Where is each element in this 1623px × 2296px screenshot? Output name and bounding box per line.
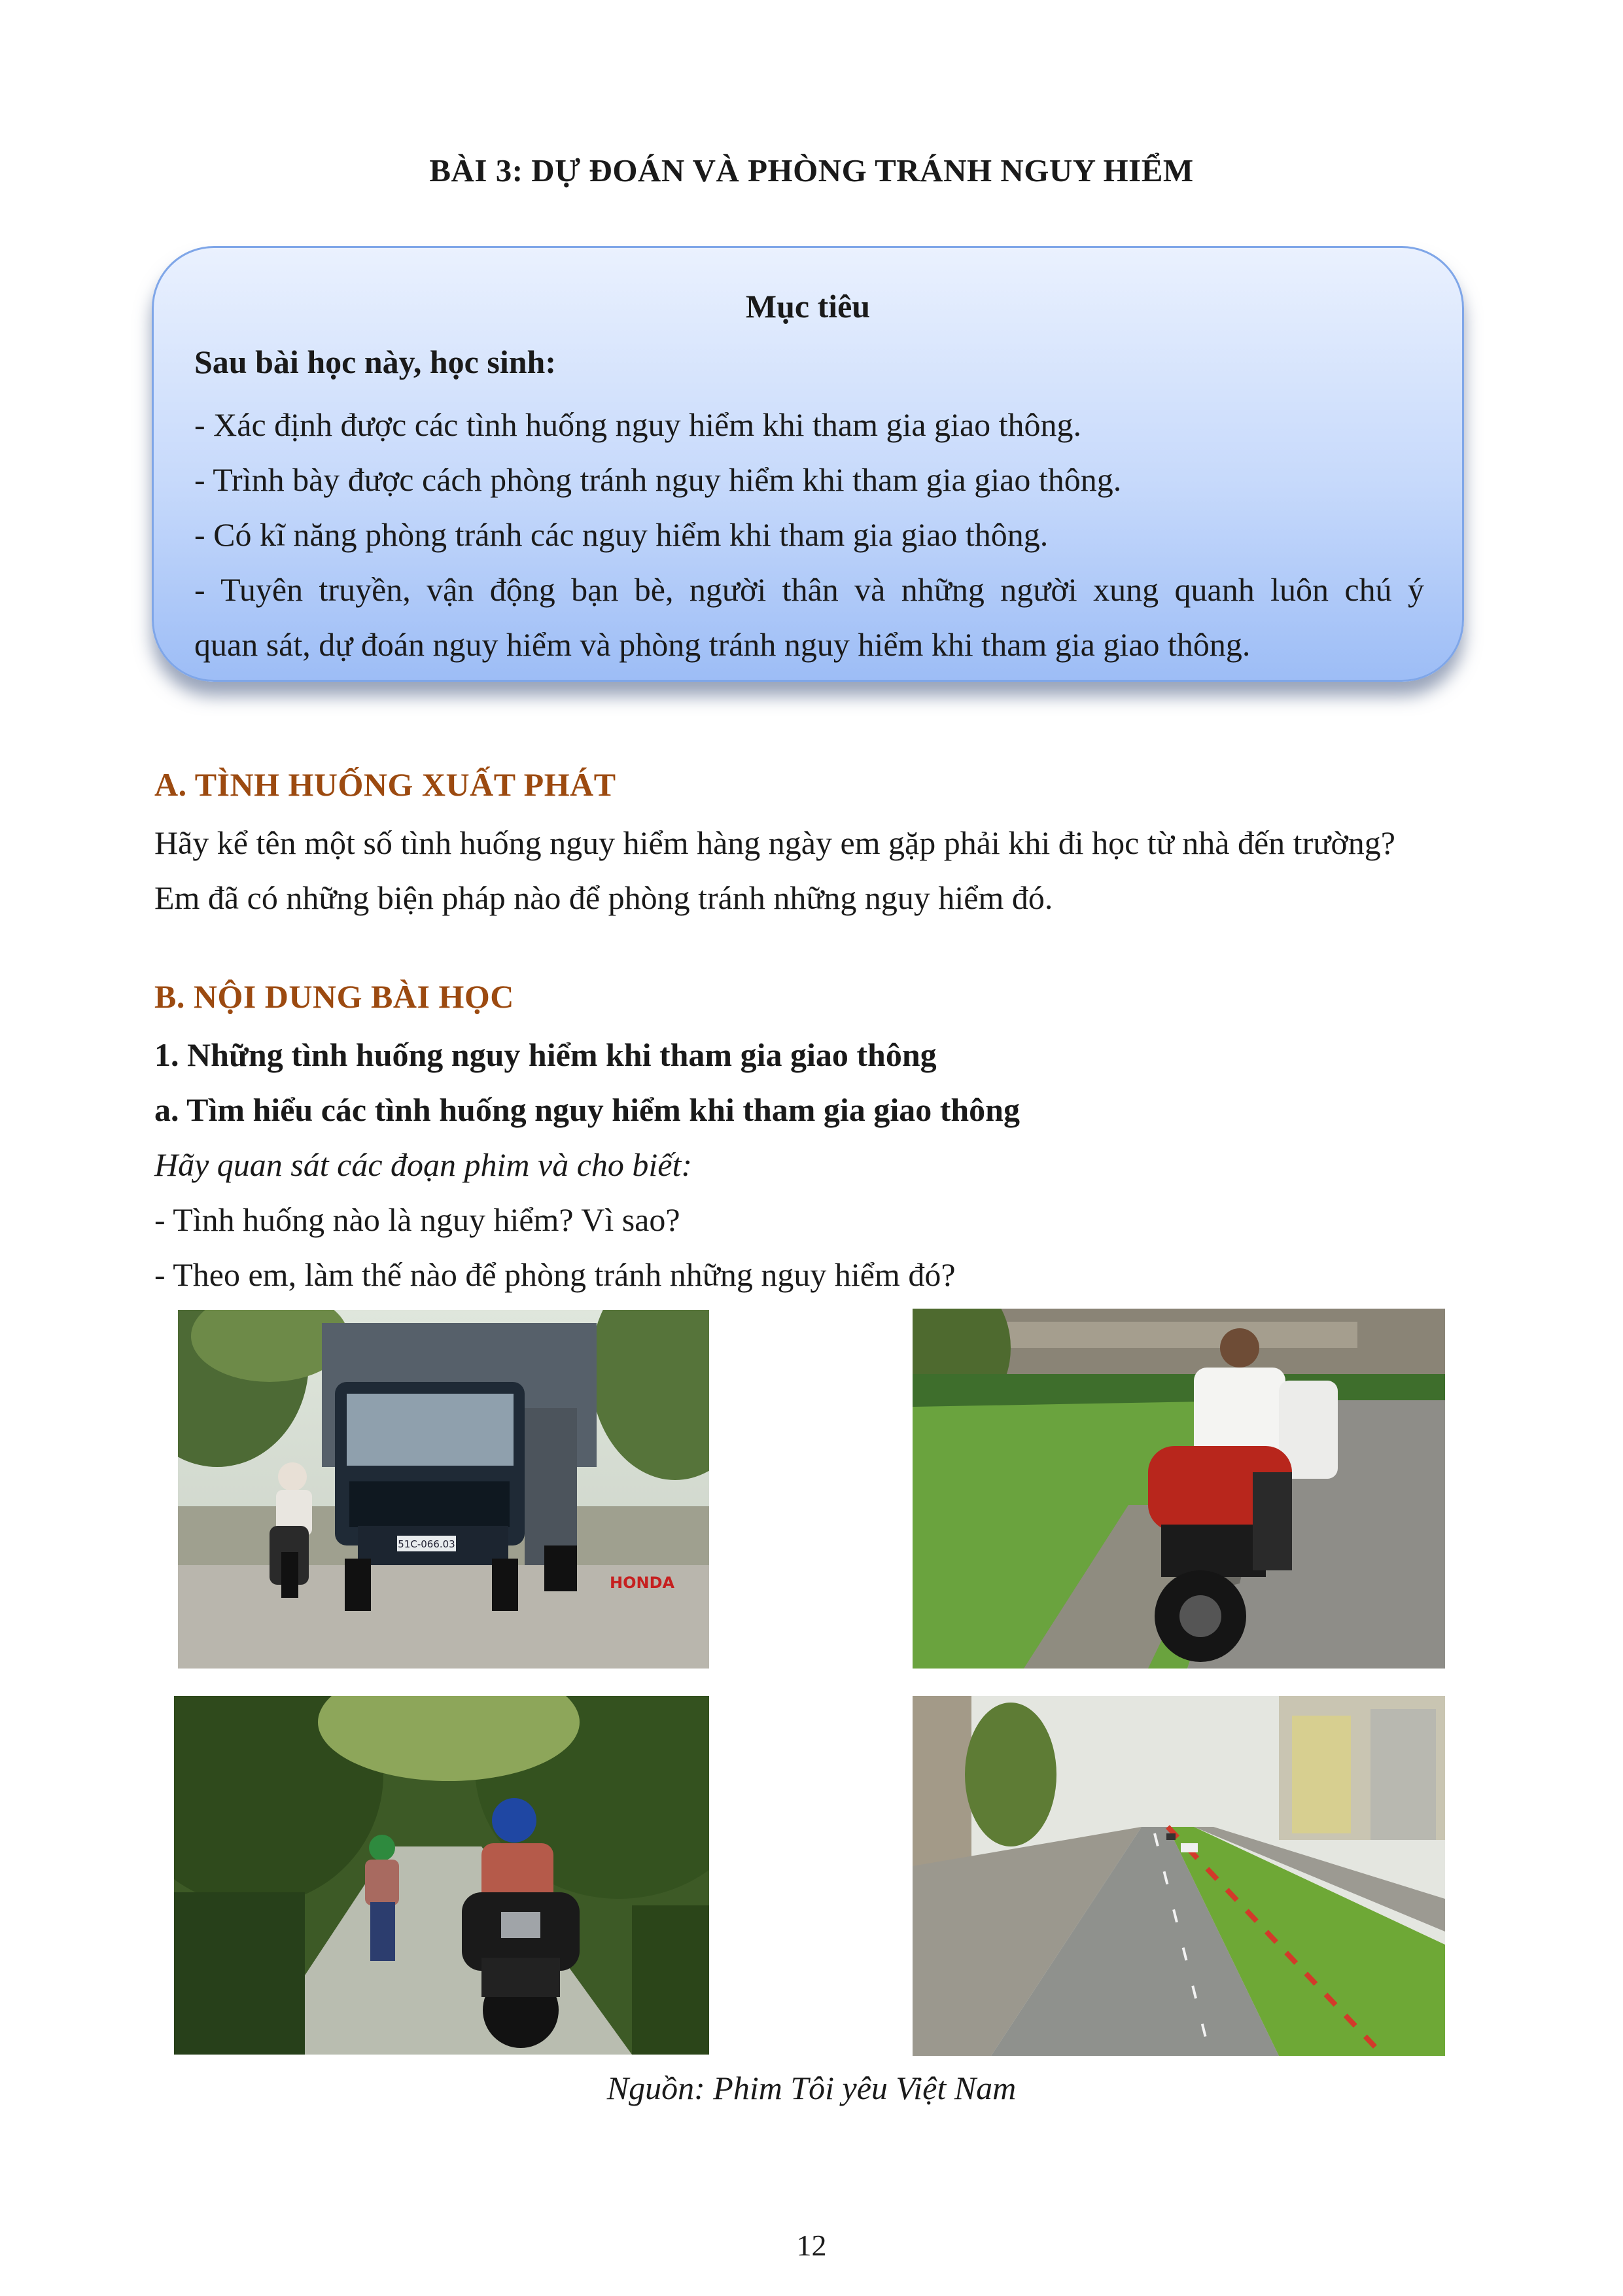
photo-caption: Nguồn: Phim Tôi yêu Việt Nam (606, 2070, 1017, 2106)
objective-item: - Tuyên truyền, vận động bạn bè, người thân và những người xung quanh luôn chú ý (194, 571, 1424, 608)
question-item: - Tình huống nào là nguy hiểm? Vì sao? (154, 1201, 680, 1238)
truck-plate: 51C-066.03 (398, 1538, 455, 1550)
objective-item: - Có kĩ năng phòng tránh các nguy hiểm khi tham gia giao thông. (194, 516, 1049, 553)
section-b-heading: B. NỘI DUNG BÀI HỌC (154, 978, 514, 1015)
section-a-line: Hãy kể tên một số tình huống nguy hiểm hàng ngày em gặp phải khi đi học từ nhà đến trường? (154, 824, 1395, 861)
objective-item: - Xác định được các tình huống nguy hiểm khi tham gia giao thông. (194, 406, 1082, 443)
objectives-intro: Sau bài học này, học sinh: (194, 344, 556, 380)
objectives-list (194, 397, 1424, 672)
page-number: 12 (796, 2229, 827, 2262)
section-a-line: Em đã có những biện pháp nào để phòng tránh những nguy hiểm đó. (154, 879, 1053, 916)
objectives-heading: Mục tiêu (745, 288, 871, 325)
photo-tree-road-riders (174, 1696, 709, 2055)
subheading-1a: a. Tìm hiểu các tình huống nguy hiểm khi tham gia giao thông (154, 1091, 1020, 1128)
photo-watermark: HONDA (610, 1574, 675, 1592)
objective-item: quan sát, dự đoán nguy hiểm và phòng tránh nguy hiểm khi tham gia giao thông. (194, 626, 1251, 663)
objectives-box (152, 246, 1464, 682)
section-a-heading: A. TÌNH HUỐNG XUẤT PHÁT (154, 766, 616, 803)
section-b-text (154, 1027, 1469, 1302)
objective-item: - Trình bày được cách phòng tránh nguy hiểm khi tham gia giao thông. (194, 461, 1122, 498)
question-item: - Theo em, làm thế nào để phòng tránh những nguy hiểm đó? (154, 1256, 956, 1293)
observation-prompt: Hãy quan sát các đoạn phim và cho biết: (154, 1146, 693, 1183)
section-a-text (154, 815, 1469, 925)
lesson-title: BÀI 3: DỰ ĐOÁN VÀ PHÒNG TRÁNH NGUY HIỂM (429, 152, 1194, 188)
subheading-1: 1. Những tình huống nguy hiểm khi tham gia giao thông (154, 1036, 937, 1073)
photo-truck-scene (178, 1310, 709, 1669)
photo-motorbike-riders (913, 1309, 1445, 1669)
photo-boulevard (913, 1696, 1445, 2056)
